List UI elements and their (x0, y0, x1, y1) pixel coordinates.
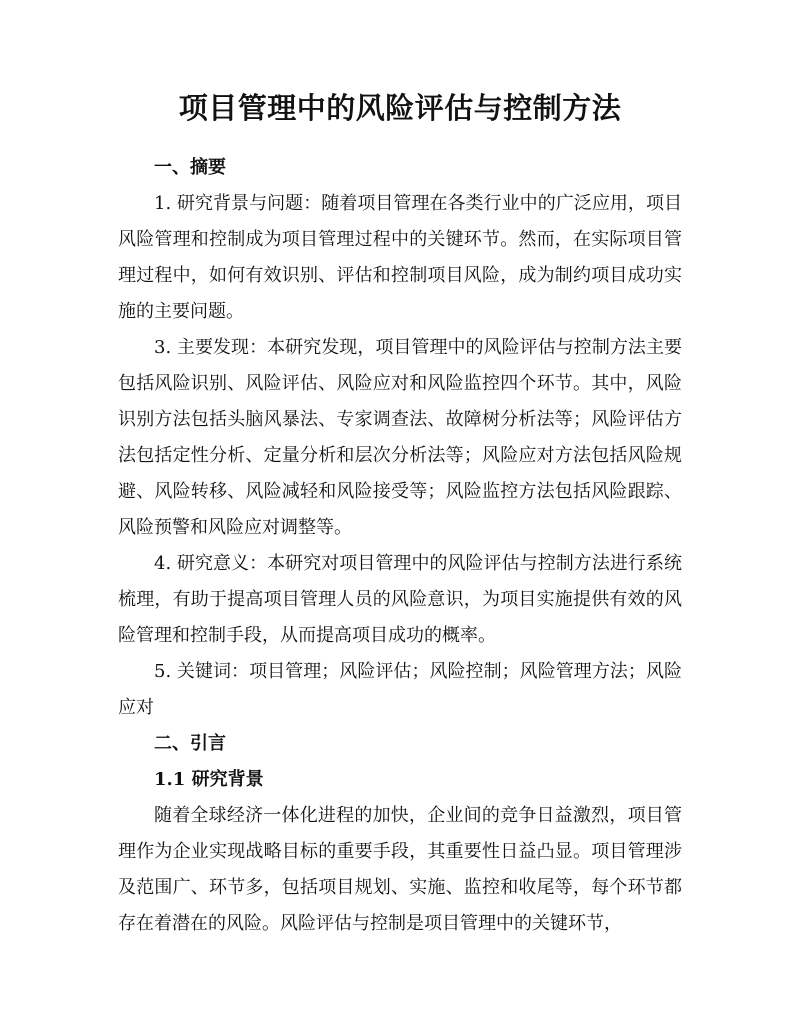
section-heading-abstract: 一、摘要 (154, 157, 226, 178)
abstract-paragraph-background: 1. 研究背景与问题：随着项目管理在各类行业中的广泛应用，项目风险管理和控制成为项目管理过程中的关键环节。然而，在实际项目管理过程中，如何有效识别、评估和控制项目风险，成为制约项目成功实施的主要问题。 (118, 193, 682, 322)
section-introduction (118, 726, 682, 942)
document-title: 项目管理中的风险评估与控制方法 (178, 91, 622, 125)
introduction-paragraph: 随着全球经济一体化进程的加快，企业间的竞争日益激烈，项目管理作为企业实现战略目标的重要手段，其重要性日益凸显。项目管理涉及范围广、环节多，包括项目规划、实施、监控和收尾等，每个环节都存在着潜在的风险。风险评估与控制是项目管理中的关键环节， (118, 805, 682, 934)
subsection-heading-background: 1.1 研究背景 (154, 769, 264, 790)
section-abstract (118, 150, 682, 726)
abstract-paragraph-keywords: 5. 关键词：项目管理；风险评估；风险控制；风险管理方法；风险应对 (118, 661, 682, 718)
section-heading-introduction: 二、引言 (154, 733, 226, 754)
abstract-paragraph-findings: 3. 主要发现：本研究发现，项目管理中的风险评估与控制方法主要包括风险识别、风险评估、风险应对和风险监控四个环节。其中，风险识别方法包括头脑风暴法、专家调查法、故障树分析法等；风险评估方法包括定性分析、定量分析和层次分析法等；风险应对方法包括风险规避、风险转移、风险减轻和风险接受等；风险监控方法包括风险跟踪、风险预警和风险应对调整等。 (118, 337, 682, 538)
abstract-paragraph-significance: 4. 研究意义：本研究对项目管理中的风险评估与控制方法进行系统梳理，有助于提高项目管理人员的风险意识，为项目实施提供有效的风险管理和控制手段，从而提高项目成功的概率。 (118, 553, 682, 646)
